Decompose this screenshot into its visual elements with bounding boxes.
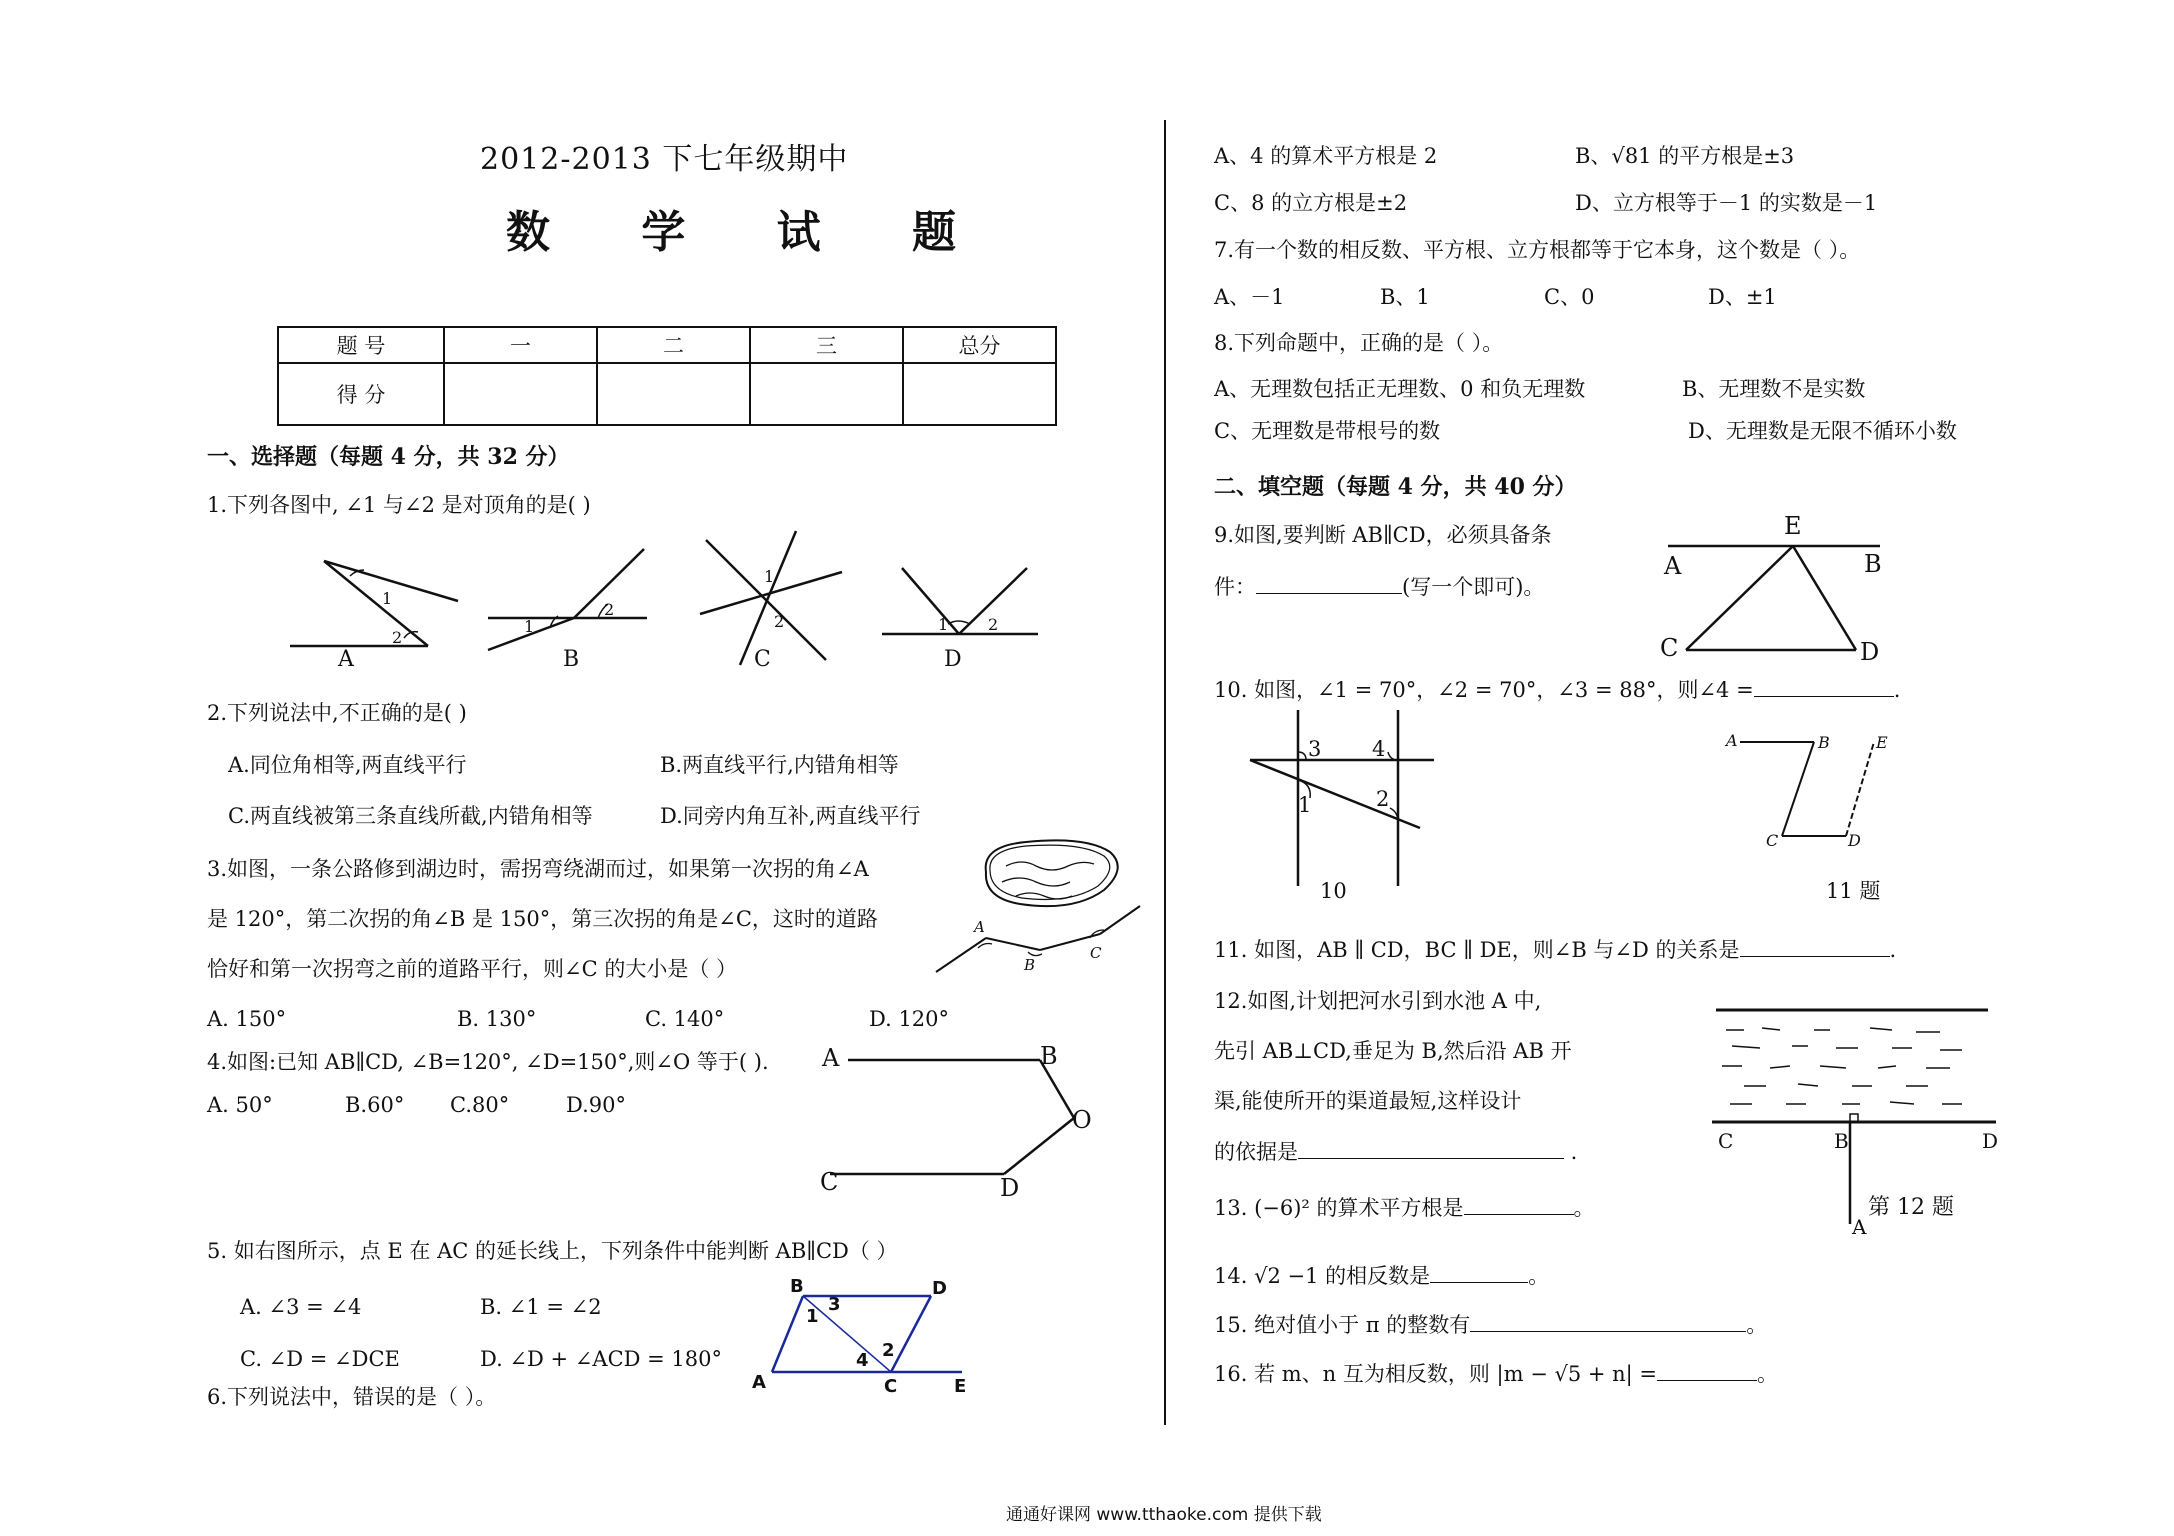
question-15: 15. 绝对值小于 π 的整数有 。 — [1214, 1313, 1768, 1337]
figure-label-b: B — [563, 647, 580, 672]
question-12-line2: 先引 AB⊥CD,垂足为 B,然后沿 AB 开 — [1214, 1039, 1572, 1063]
question-6-option-b: B、√81 的平方根是±3 — [1575, 144, 1795, 168]
question-13: 13. (−6)² 的算术平方根是 。 — [1214, 1196, 1595, 1220]
question-3-line3: 恰好和第一次拐弯之前的道路平行，则∠C 的大小是（ ） — [207, 957, 738, 981]
svg-text:D: D — [932, 1278, 947, 1299]
answer-blank[interactable] — [1470, 1311, 1746, 1332]
answer-blank[interactable] — [1464, 1194, 1574, 1215]
question-6-option-a: A、4 的算术平方根是 2 — [1214, 144, 1438, 168]
angle-label-1: 1 — [764, 567, 775, 586]
section-heading-fill: 二、填空题（每题 4 分，共 40 分） — [1214, 474, 1577, 500]
answer-blank[interactable] — [1657, 1360, 1757, 1381]
question-6: 6.下列说法中，错误的是（ ）。 — [207, 1385, 497, 1409]
question-12-line1: 12.如图,计划把河水引到水池 A 中, — [1214, 989, 1542, 1013]
table-header-cell: 三 — [750, 327, 903, 363]
svg-text:C: C — [1660, 634, 1679, 662]
question-2-option-b: B.两直线平行,内错角相等 — [660, 753, 899, 777]
angle-label-2: 2 — [774, 612, 785, 631]
question-4-option-a: A. 50° — [207, 1093, 273, 1117]
question-2-option-c: C.两直线被第三条直线所截,内错角相等 — [228, 804, 593, 828]
question-3-line2: 是 120°，第二次拐的角∠B 是 150°，第三次拐的角是∠C，这时的道路 — [207, 907, 878, 931]
question-6-option-c: C、8 的立方根是±2 — [1214, 191, 1408, 215]
svg-text:D: D — [1000, 1174, 1020, 1202]
table-header-cell: 总分 — [903, 327, 1056, 363]
question-5: 5. 如右图所示，点 E 在 AC 的延长线上，下列条件中能判断 AB∥CD（ ） — [207, 1239, 898, 1263]
svg-text:3: 3 — [1308, 737, 1322, 761]
question-7-option-a: A、－1 — [1214, 285, 1285, 309]
svg-text:A: A — [974, 918, 985, 936]
question-3-option-c: C. 140° — [645, 1007, 725, 1031]
question-9-line2: 件： (写一个即可)。 — [1214, 575, 1545, 599]
question-4-option-b: B.60° — [345, 1093, 405, 1117]
table-header-cell: 题 号 — [278, 327, 444, 363]
table-header-cell: 二 — [597, 327, 750, 363]
svg-text:C: C — [820, 1168, 839, 1196]
question-16: 16. 若 m、n 互为相反数，则 |m − √5 + n| = 。 — [1214, 1362, 1779, 1386]
page-footer: 通通好课网 www.tthaoke.com 提供下载 — [1006, 1505, 1322, 1525]
svg-text:A: A — [1852, 1215, 1867, 1239]
question-7-option-b: B、1 — [1380, 285, 1430, 309]
question-8-option-d: D、无理数是无限不循环小数 — [1688, 419, 1957, 443]
svg-text:2: 2 — [1376, 787, 1390, 811]
svg-text:D: D — [1848, 831, 1861, 850]
question-1: 1.下列各图中, ∠1 与∠2 是对顶角的是( ) — [207, 493, 591, 517]
question-8: 8.下列命题中，正确的是（ ）。 — [1214, 331, 1504, 355]
svg-text:D: D — [1860, 638, 1880, 666]
svg-text:A: A — [1726, 731, 1738, 750]
svg-text:B: B — [1040, 1042, 1058, 1070]
table-row-label: 得 分 — [278, 363, 444, 425]
exam-title-subject: 数 学 试 题 — [506, 207, 994, 258]
question-10: 10. 如图，∠1 = 70°，∠2 = 70°，∠3 = 88°，则∠4 = . — [1214, 678, 1901, 702]
svg-text:A: A — [752, 1372, 766, 1393]
question-11: 11. 如图，AB ∥ CD，BC ∥ DE，则∠B 与∠D 的关系是 . — [1214, 938, 1897, 962]
svg-text:1: 1 — [806, 1306, 819, 1327]
figure-label-c: C — [754, 647, 771, 672]
question-2-option-d: D.同旁内角互补,两直线平行 — [660, 804, 921, 828]
question-5-option-c: C. ∠D = ∠DCE — [240, 1347, 400, 1371]
figure-caption-11: 11 题 — [1826, 879, 1881, 903]
question-3-option-d: D. 120° — [869, 1007, 950, 1031]
svg-text:C: C — [884, 1376, 898, 1397]
exam-title-year: 2012-2013 下七年级期中 — [480, 142, 849, 177]
question-6-option-d: D、立方根等于－1 的实数是－1 — [1575, 191, 1878, 215]
question-8-option-c: C、无理数是带根号的数 — [1214, 419, 1441, 443]
question-3-option-b: B. 130° — [457, 1007, 537, 1031]
svg-text:C: C — [1090, 944, 1102, 962]
svg-text:C: C — [1718, 1129, 1734, 1153]
question-5-option-b: B. ∠1 = ∠2 — [480, 1295, 602, 1319]
table-header-cell: 一 — [444, 327, 597, 363]
answer-blank[interactable] — [1430, 1262, 1528, 1283]
question-3-option-a: A. 150° — [207, 1007, 287, 1031]
question-12-line4: 的依据是 . — [1214, 1140, 1578, 1164]
angle-label-2: 2 — [604, 600, 615, 619]
question-2: 2.下列说法中,不正确的是( ) — [207, 701, 467, 725]
svg-text:D: D — [1982, 1129, 1999, 1153]
svg-text:E: E — [1784, 512, 1802, 540]
figure-label-d: D — [944, 647, 962, 672]
angle-label-1: 1 — [382, 589, 393, 608]
svg-text:B: B — [1864, 550, 1882, 578]
svg-text:A: A — [822, 1044, 840, 1072]
question-14: 14. √2 −1 的相反数是 。 — [1214, 1264, 1550, 1288]
question-4-option-c: C.80° — [450, 1093, 510, 1117]
figure-caption-12: 第 12 题 — [1868, 1195, 1954, 1220]
angle-label-2: 2 — [988, 615, 999, 634]
question-4-option-d: D.90° — [566, 1093, 626, 1117]
angle-label-1: 1 — [524, 617, 535, 636]
svg-text:1: 1 — [1298, 793, 1312, 817]
question-9-line1: 9.如图,要判断 AB∥CD，必须具备条 — [1214, 523, 1552, 547]
svg-text:2: 2 — [882, 1340, 895, 1361]
question-7-option-c: C、0 — [1544, 285, 1595, 309]
svg-text:E: E — [954, 1376, 967, 1397]
angle-label-2: 2 — [392, 628, 403, 647]
question-8-option-b: B、无理数不是实数 — [1682, 377, 1866, 401]
svg-text:O: O — [1072, 1106, 1092, 1134]
question-7-option-d: D、±1 — [1708, 285, 1777, 309]
svg-text:3: 3 — [828, 1294, 841, 1315]
section-heading-choice: 一、选择题（每题 4 分，共 32 分） — [207, 444, 570, 470]
svg-text:B: B — [790, 1276, 804, 1297]
svg-text:A: A — [1664, 552, 1682, 580]
angle-label-1: 1 — [938, 615, 949, 634]
question-12-line3: 渠,能使所开的渠道最短,这样设计 — [1214, 1089, 1522, 1113]
question-3-line1: 3.如图，一条公路修到湖边时，需拐弯绕湖而过，如果第一次拐的角∠A — [207, 857, 869, 881]
question-5-option-a: A. ∠3 = ∠4 — [240, 1295, 362, 1319]
question-4: 4.如图:已知 AB∥CD, ∠B=120°, ∠D=150°,则∠O 等于( ). — [207, 1050, 769, 1074]
svg-text:C: C — [1766, 831, 1779, 850]
figure-caption-10: 10 — [1320, 879, 1347, 903]
question-7: 7.有一个数的相反数、平方根、立方根都等于它本身，这个数是（ ）。 — [1214, 238, 1861, 262]
question-2-option-a: A.同位角相等,两直线平行 — [228, 753, 467, 777]
question-5-option-d: D. ∠D + ∠ACD = 180° — [480, 1347, 723, 1371]
question-8-option-a: A、无理数包括正无理数、0 和负无理数 — [1214, 377, 1586, 401]
svg-text:B: B — [1024, 956, 1036, 974]
svg-text:4: 4 — [1372, 737, 1386, 761]
figure-label-a: A — [338, 647, 354, 672]
svg-text:E: E — [1876, 733, 1888, 752]
svg-text:B: B — [1818, 733, 1830, 752]
svg-text:4: 4 — [856, 1350, 869, 1371]
svg-text:B: B — [1834, 1129, 1849, 1153]
